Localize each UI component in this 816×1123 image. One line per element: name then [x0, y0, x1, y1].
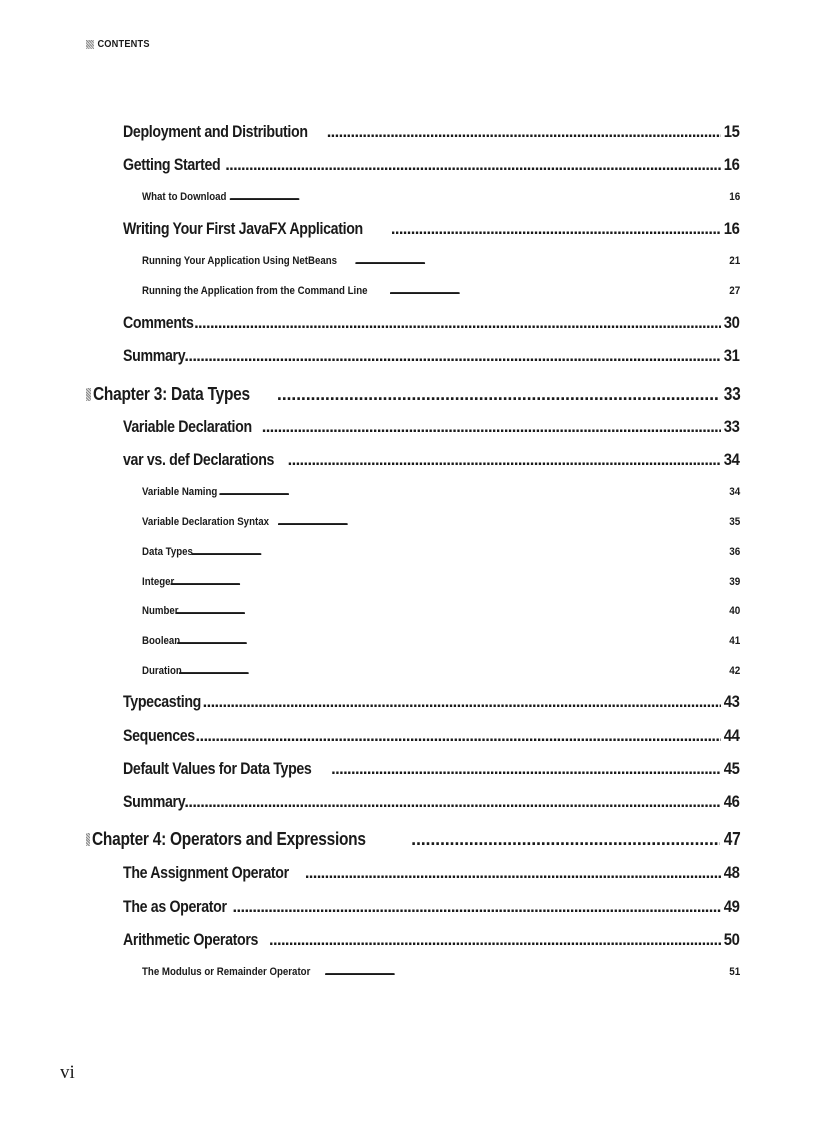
table-of-contents — [86, 0, 740, 1123]
toc-entry[interactable] — [123, 898, 740, 917]
toc-entry[interactable] — [142, 576, 740, 588]
dot-leader — [184, 347, 721, 366]
toc-chapter-entry[interactable] — [86, 829, 740, 850]
toc-entry-title: The Modulus or Remainder Operator — [142, 966, 311, 978]
toc-entry[interactable] — [123, 347, 740, 366]
toc-entry-page: 16 — [724, 220, 740, 238]
toc-entry-page: 50 — [724, 931, 740, 949]
dot-leader — [277, 384, 720, 405]
toc-entry-title: Typecasting — [123, 693, 201, 711]
chapter-marker-icon — [86, 388, 91, 401]
toc-entry-page: 39 — [728, 576, 740, 588]
toc-entry[interactable] — [123, 760, 740, 779]
toc-entry[interactable] — [142, 516, 740, 528]
toc-entry-page: 49 — [724, 898, 740, 916]
toc-entry[interactable] — [123, 451, 740, 470]
toc-entry-title: Default Values for Data Types — [123, 760, 312, 778]
page-number: vi — [60, 1062, 75, 1083]
toc-entry-title: Number — [142, 605, 179, 617]
dot-leader — [233, 898, 722, 917]
toc-entry-page: 21 — [728, 255, 740, 267]
toc-entry[interactable] — [142, 486, 740, 498]
toc-entry-page: 51 — [728, 966, 740, 978]
dot-leader — [184, 793, 721, 812]
dot-leader — [288, 451, 722, 470]
toc-entry-page: 15 — [724, 123, 740, 141]
toc-entry-title: Chapter 4: Operators and Expressions — [91, 829, 366, 849]
dot-leader — [219, 486, 727, 498]
toc-entry-page: 35 — [728, 516, 740, 528]
toc-entry-title: Chapter 3: Data Types — [93, 384, 251, 404]
toc-entry-page: 36 — [728, 546, 740, 558]
toc-entry-title: Variable Declaration — [123, 418, 252, 436]
chapter-marker-icon — [86, 833, 90, 846]
dot-leader — [389, 285, 727, 297]
dot-leader — [391, 220, 722, 239]
toc-entry-page: 43 — [724, 693, 740, 711]
toc-entry-page: 41 — [728, 635, 740, 647]
toc-entry-title: The Assignment Operator — [123, 864, 289, 882]
dot-leader — [175, 605, 727, 617]
dot-leader — [178, 665, 727, 677]
toc-entry-title: What to Download — [142, 191, 227, 203]
toc-entry-page: 48 — [724, 864, 740, 882]
toc-entry-title: Writing Your First JavaFX Application — [123, 220, 363, 238]
toc-entry[interactable] — [123, 931, 740, 950]
toc-entry-title: Deployment and Distribution — [123, 123, 308, 141]
toc-entry[interactable] — [123, 693, 740, 712]
toc-entry-title: Boolean — [142, 635, 181, 647]
dot-leader — [225, 156, 721, 175]
toc-entry[interactable] — [142, 605, 740, 617]
toc-entry-title: The as Operator — [123, 898, 227, 916]
running-head-label: CONTENTS — [97, 38, 150, 50]
toc-entry-page: 46 — [724, 793, 740, 811]
toc-entry[interactable] — [142, 966, 740, 978]
dot-leader — [331, 760, 721, 779]
dot-leader — [324, 966, 726, 978]
toc-entry[interactable] — [142, 191, 740, 203]
toc-entry[interactable] — [123, 793, 740, 812]
dot-leader — [176, 635, 726, 647]
toc-entry-page: 27 — [728, 285, 740, 297]
toc-entry-page: 34 — [728, 486, 740, 498]
toc-entry[interactable] — [142, 635, 740, 647]
toc-entry[interactable] — [123, 123, 740, 142]
toc-entry-title: Sequences — [123, 727, 195, 745]
dot-leader — [203, 693, 722, 712]
toc-entry-title: Comments — [123, 314, 194, 332]
toc-entry[interactable] — [142, 285, 740, 297]
dot-leader — [191, 546, 727, 558]
dot-leader — [277, 516, 726, 528]
toc-entry-page: 30 — [724, 314, 740, 332]
dot-leader — [229, 191, 727, 203]
toc-entry-page: 16 — [724, 156, 740, 174]
toc-entry-page: 16 — [728, 191, 740, 203]
toc-entry-page: 33 — [724, 418, 740, 436]
toc-entry-title: Running the Application from the Command Line — [142, 285, 368, 297]
toc-entry-title: var vs. def Declarations — [123, 451, 275, 469]
toc-entry[interactable] — [123, 727, 740, 746]
dot-leader — [305, 864, 722, 883]
toc-entry[interactable] — [142, 546, 740, 558]
dot-leader — [262, 418, 722, 437]
toc-entry-page: 33 — [723, 384, 740, 404]
toc-entry-title: Integer — [142, 576, 175, 588]
toc-entry[interactable] — [142, 255, 740, 267]
toc-entry[interactable] — [123, 156, 740, 175]
toc-entry-title: Variable Naming — [142, 486, 218, 498]
dot-leader — [269, 931, 721, 950]
toc-entry[interactable] — [123, 418, 740, 437]
toc-entry-page: 45 — [724, 760, 740, 778]
toc-entry[interactable] — [123, 314, 740, 333]
toc-chapter-entry[interactable] — [86, 384, 740, 405]
toc-entry-title: Data Types — [142, 546, 193, 558]
toc-entry[interactable] — [142, 665, 740, 677]
toc-entry-title: Arithmetic Operators — [123, 931, 259, 949]
dot-leader — [411, 829, 719, 850]
dot-leader — [327, 123, 722, 142]
toc-entry-page: 34 — [724, 451, 740, 469]
toc-entry-title: Duration — [142, 665, 182, 677]
toc-entry-title: Summary — [123, 347, 186, 365]
toc-entry-title: Summary — [123, 793, 186, 811]
toc-entry-page: 47 — [723, 829, 740, 849]
toc-entry-page: 42 — [728, 665, 740, 677]
dot-leader — [194, 314, 721, 333]
dot-leader — [196, 727, 722, 746]
toc-entry-page: 40 — [728, 605, 740, 617]
toc-entry-page: 44 — [724, 727, 740, 745]
dot-leader — [355, 255, 727, 267]
toc-entry[interactable] — [123, 220, 740, 239]
toc-entry-title: Running Your Application Using NetBeans — [142, 255, 338, 267]
dot-leader — [170, 576, 727, 588]
toc-entry-page: 31 — [724, 347, 740, 365]
toc-entry[interactable] — [123, 864, 740, 883]
toc-entry-title: Getting Started — [123, 156, 221, 174]
toc-entry-title: Variable Declaration Syntax — [142, 516, 269, 528]
